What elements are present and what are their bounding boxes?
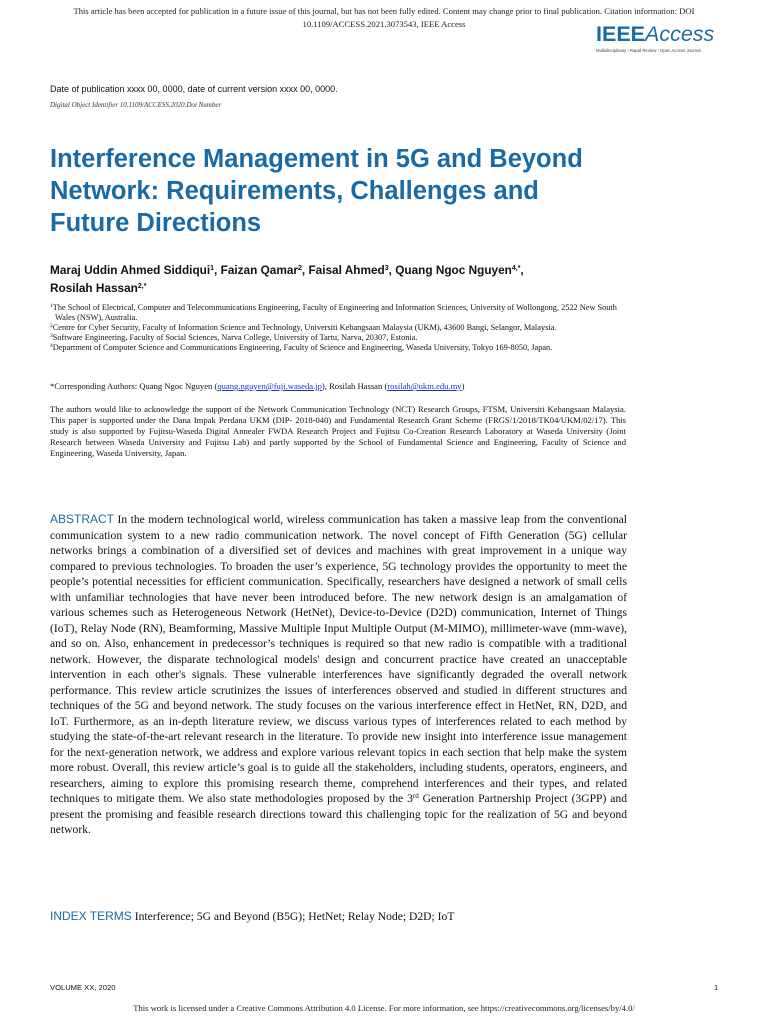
- abstract-body-end: Generation Partnership Project (3GPP) and present the promising and feasible research directions toward this challenging topic for the realization of 5G and beyond network.: [50, 792, 628, 836]
- doi-line: Digital Object Identifier 10.1109/ACCESS.2020.Doi Number: [50, 101, 222, 109]
- affiliation-item: [50, 343, 630, 353]
- corresponding-suffix: ): [461, 381, 465, 391]
- title-line: Network: Requirements, Challenges and: [50, 177, 539, 205]
- title-line: Future Directions: [50, 209, 262, 237]
- affiliation-list: [50, 303, 630, 353]
- corresponding-prefix: *Corresponding Authors: Quang Ngoc Nguyen (: [50, 381, 218, 391]
- affiliation-text: Department of Computer Science and Communications Engineering, Faculty of Science and Engineering, Waseda University, Tokyo 169-8050, Japan.: [52, 343, 553, 352]
- author-affiliation-mark: 1: [210, 265, 215, 272]
- email-link[interactable]: quang.nguyen@fuji.waseda.jp: [217, 381, 322, 391]
- affiliation-text: Software Engineering, Faculty of Social Sciences, Narva College, University of Tartu, Narva, 20307, Estonia.: [52, 333, 418, 342]
- index-terms-text: Interference; 5G and Beyond (B5G); HetNet; Relay Node; D2D; IoT: [134, 910, 455, 923]
- license-notice: This work is licensed under a Creative Commons Attribution 4.0 License. For more information, see https://creativecommons.org/licenses/by/4.0/: [133, 1003, 635, 1013]
- affiliation-number: 3: [50, 333, 53, 339]
- brand-tagline: Multidisciplinary ⁞ Rapid Review ⁞ Open Access Journal: [596, 48, 701, 53]
- corresponding-middle: ), Rosilah Hassan (: [321, 381, 388, 391]
- volume-label: VOLUME XX, 2020: [50, 983, 116, 992]
- publication-date: Date of publication xxxx 00, 0000, date of current version xxxx 00, 0000.: [50, 84, 338, 94]
- abstract-body: In the modern technological world, wireless communication has taken a massive leap from the conventional communication system to a new radio communication network. The novel concept of Fifth Generation (5G) cellular networks brings a combination of a diversified set of devices and machines with great improvement in a unique way compared to previous technologies. To broaden the user’s experience, 5G technology provides the opportunity to meet the people’s potential necessities for efficient communication. Specifically, researchers have designed a network of small cells with unfamiliar technologies that have never been introduced before. The new network design is an amalgamation of various schemes such as Heterogeneous Network (HetNet), Device-to-Device (D2D) communication, Internet of Things (IoT), Relay Node (RN), Beamforming, Massive Multiple Input Multiple Output (M-MIMO), millimeter-wave (mm-wave), and so on. Also, enhancement in predecessor’s techniques is required so that new radio is compatible with a traditional network. However, the disparate technological models' design and concurrent practice have created an unacceptable intervention in each other's signals. These vulnerable interferences have significantly degraded the overall network performance. This review article scrutinizes the issues of interferences observed and studied in different structures and techniques of the 5G and beyond network. The study focuses on the various interference effect in HetNet, RN, D2D, and IoT. Furthermore, as an in-depth literature review, we discuss various types of interferences related to each method by studying the state-of-the-art relevant research in the literature. To provide new insight into interference issue management for the next-generation network, we address and explore various relevant topics in each section that help make the system more robust. Overall, this review article’s goal is to guide all the stakeholders, including students, operators, engineers, and researchers, aiming to explore this promising research theme, comprehend interferences and their types, and related techniques to mitigate them. We also state methodologies proposed by the 3: [50, 513, 628, 805]
- affiliation-text: Centre for Cyber Security, Faculty of Information Science and Technology, Universiti Kebangsaan Malaysia (UKM), 43600 Bangi, Selangor, Malaysia.: [52, 323, 557, 332]
- acknowledgment: The authors would like to acknowledge the support of the Network Communication Technology (NCT) Research Groups, FTSM, Universiti Kebangsaan Malaysia. This paper is supported under the Dana Impak Perdana UKM (DIP- 2018-040) and Fundamental Research Grant Scheme (FRGS/1/2018/TK04/UKM/02/17). This study is also supported by Fujitsu-Waseda Digital Annealer FWDA Research Project and Fujitsu Co-Creation Research Laboratory at Waseda University (Joint Research between Waseda University and Fujitsu Lab) and partly supported by the School of Fundamental Science and Engineering, Faculty of Science and Engineering, Waseda University, Japan.: [50, 404, 626, 458]
- author-affiliation-mark: 2,*: [137, 282, 147, 290]
- affiliation-item: [50, 323, 630, 333]
- author-separator: ,: [520, 263, 524, 277]
- notice-line-1: This article has been accepted for publication in a future issue of this journal, but has not been fully edited. Content may change prior to final publication. Citation information: DOI: [73, 6, 695, 16]
- author-name: Rosilah Hassan: [50, 280, 138, 295]
- brand-access: Access: [645, 22, 715, 46]
- paper-title: [50, 143, 690, 239]
- author-separator: ,: [388, 263, 396, 277]
- affiliation-item: [50, 333, 630, 343]
- brand-wordmark: [596, 22, 746, 46]
- abstract-superscript: rd: [412, 792, 419, 800]
- author-name: Quang Ngoc Nguyen: [395, 263, 512, 277]
- author-affiliation-mark: 4,*: [511, 265, 521, 272]
- author-separator: ,: [301, 263, 309, 277]
- abstract: [50, 512, 627, 838]
- author-name: Faisal Ahmed: [308, 263, 385, 277]
- email-link[interactable]: rosilah@ukm.edu.my: [387, 381, 462, 391]
- affiliation-number: 2: [50, 323, 53, 329]
- affiliation-item: [50, 303, 630, 323]
- author-name: Maraj Uddin Ahmed Siddiqui: [50, 263, 211, 277]
- author-affiliation-mark: 3: [384, 265, 389, 272]
- page-number: 1: [714, 983, 719, 992]
- author-affiliation-mark: 2: [297, 265, 302, 272]
- affiliation-number: 1: [50, 303, 53, 309]
- author-separator: ,: [214, 263, 221, 277]
- corresponding-authors: [50, 381, 464, 391]
- notice-line-2: 10.1109/ACCESS.2021.3073543, IEEE Access: [302, 18, 466, 29]
- index-terms: [50, 909, 627, 923]
- affiliation-number: 4: [50, 343, 53, 349]
- ieee-access-logo: [596, 22, 746, 53]
- abstract-heading: ABSTRACT: [50, 512, 115, 526]
- affiliation-text: The School of Electrical, Computer and Telecommunications Engineering, Faculty of Engineering and Information Sciences, University of Wollongong, 2522 New South Wales (NSW), Australia.: [52, 303, 617, 322]
- author-list: [50, 262, 650, 297]
- index-terms-heading: INDEX TERMS: [50, 909, 132, 923]
- author-name: Faizan Qamar: [220, 263, 298, 277]
- title-line: Interference Management in 5G and Beyond: [50, 145, 583, 173]
- brand-ieee: IEEE: [596, 22, 645, 46]
